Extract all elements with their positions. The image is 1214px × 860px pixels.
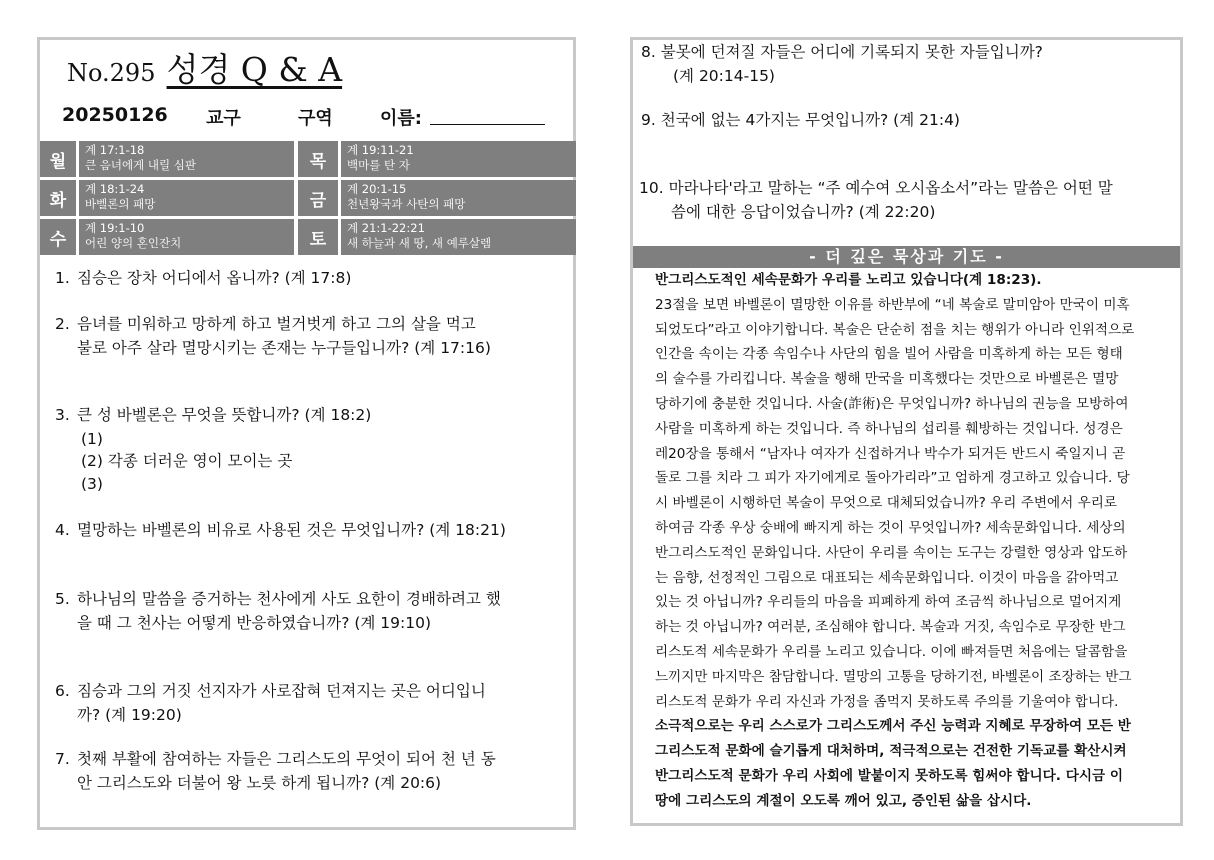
question-number: 7.: [55, 750, 70, 768]
reading-ref: 계 19:1-10: [85, 221, 145, 235]
question-text: 안 그리스도와 더불어 왕 노릇 하게 됩니까? (계 20:6): [77, 774, 442, 792]
question-number: 10.: [639, 179, 664, 197]
essay-line: 반그리스도적인 문화입니다. 사단이 우리를 속이는 도구는 강렬한 영상과 압도하: [655, 544, 1128, 561]
question-number: 4.: [55, 521, 70, 539]
essay-line: 리스도적 세속문화가 우리를 노리고 있습니다. 이에 빠져들면 처음에는 달콤함을: [655, 643, 1128, 660]
answer-option: (3): [81, 475, 103, 493]
date: 20250126: [62, 104, 168, 126]
issue-number: No.295: [67, 59, 156, 87]
worksheet-title: [67, 44, 342, 91]
reading-desc: 백마를 탄 자: [347, 158, 410, 172]
gyogu-label: 교구: [206, 108, 241, 129]
question-2: [55, 312, 567, 360]
right-worksheet-panel: [630, 37, 1183, 826]
reading-ref: 계 19:11-21: [347, 143, 414, 157]
question-8: [641, 40, 1043, 88]
question-text: (계 20:14-15): [673, 67, 775, 85]
reading-desc: 천년왕국과 사탄의 패망: [347, 197, 466, 211]
question-number: 9.: [641, 111, 656, 129]
question-text: 큰 성 바벨론은 무엇을 뜻합니까? (계 18:2): [77, 406, 372, 424]
question-text: 씀에 대한 응답이었습니까? (계 22:20): [671, 203, 936, 221]
reading-desc: 어린 양의 혼인잔치: [85, 236, 182, 250]
answer-option: (2) 각종 더러운 영이 모이는 곳: [81, 452, 293, 470]
meta-row: [40, 104, 573, 130]
name-label: 이름:: [380, 108, 422, 129]
essay-heading: 반그리스도적인 세속문화가 우리를 노리고 있습니다(계 18:23).: [655, 272, 1042, 288]
question-4: [55, 518, 567, 542]
day-cell: 수: [40, 219, 76, 255]
question-text: 첫째 부활에 참여하는 자들은 그리스도의 무엇이 되어 천 년 동: [77, 750, 496, 768]
reading-ref: 계 17:1-18: [85, 143, 145, 157]
question-text: 짐승과 그의 거짓 선지자가 사로잡혀 던져지는 곳은 어디입니: [77, 682, 486, 700]
essay-closing-line: 그리스도적 문화에 슬기롭게 대처하며, 적극적으로는 건전한 기독교를 확산시켜: [655, 743, 1127, 760]
reading-cell: [79, 141, 294, 177]
reading-ref: 계 21:1-22:21: [347, 221, 425, 235]
question-text: 천국에 없는 4가지는 무엇입니까? (계 21:4): [660, 111, 960, 129]
question-6: [55, 679, 567, 727]
reading-cell: [79, 180, 294, 216]
reading-desc: 새 하늘과 새 땅, 새 예루살렘: [347, 236, 492, 250]
schedule-row: [40, 180, 573, 216]
reading-ref: 계 20:1-15: [347, 182, 407, 196]
day-cell: 월: [40, 141, 76, 177]
page-title: 성경 Q & A: [166, 50, 343, 89]
question-text: 마라나타'라고 말하는 “주 예수여 오시옵소서”라는 말씀은 어떤 말: [668, 179, 1113, 197]
question-text: 불못에 던져질 자들은 어디에 기록되지 못한 자들입니까?: [660, 43, 1043, 61]
reading-desc: 큰 음녀에게 내릴 심판: [85, 158, 196, 172]
answer-option: (1): [81, 430, 103, 448]
question-text: 불로 아주 살라 멸망시키는 존재는 누구들입니까? (계 17:16): [77, 339, 491, 357]
day-cell: 목: [298, 141, 338, 177]
reading-cell: [341, 180, 576, 216]
essay-closing-line: 땅에 그리스도의 계절이 오도록 깨어 있고, 증인된 삶을 삽시다.: [655, 792, 1032, 809]
question-text: 하나님의 말씀을 증거하는 천사에게 사도 요한이 경배하려고 했: [77, 590, 501, 608]
question-number: 6.: [55, 682, 70, 700]
essay-line: 돌로 그를 치라 그 피가 자기에게로 돌아가리라”고 엄하게 경고하고 있습니다. 당: [655, 470, 1130, 487]
question-3: [55, 403, 567, 427]
question-number: 3.: [55, 406, 70, 424]
essay-line: 인간을 속이는 각종 속임수나 사단의 힘을 빌어 사람을 미혹하게 하는 모든 형태: [655, 346, 1123, 363]
essay-line: 되었도다”라고 이야기합니다. 복술은 단순히 점을 치는 행위가 아니라 인위적으로: [655, 321, 1135, 338]
question-number: 1.: [55, 269, 70, 287]
reading-ref: 계 18:1-24: [85, 182, 145, 196]
question-text: 음녀를 미워하고 망하게 하고 벌거벗게 하고 그의 살을 먹고: [77, 315, 476, 333]
question-9: [641, 108, 960, 132]
question-number: 8.: [641, 43, 656, 61]
reading-cell: [341, 141, 576, 177]
question-text: 을 때 그 천사는 어떻게 반응하였습니까? (계 19:10): [77, 614, 432, 632]
question-5: [55, 587, 567, 635]
reading-cell: [79, 219, 294, 255]
question-number: 2.: [55, 315, 70, 333]
essay-line: 사람을 미혹하게 하는 것입니다. 즉 하나님의 섭리를 훼방하는 것입니다. 성경은: [655, 420, 1123, 437]
question-text: 까? (계 19:20): [77, 706, 182, 724]
meditation-title: - 더 깊은 묵상과 기도 -: [633, 246, 1180, 268]
essay-line: 시 바벨론이 시행하던 복술이 무엇으로 대체되었습니까? 우리 주변에서 우리로: [655, 495, 1117, 512]
question-10: [639, 176, 1113, 224]
essay-line: 느끼지만 마지막은 참담합니다. 멸망의 고통을 당하기전, 바벨론이 조장하는 반그: [655, 668, 1132, 685]
reading-cell: [341, 219, 576, 255]
question-text: 멸망하는 바벨론의 비유로 사용된 것은 무엇입니까? (계 18:21): [77, 521, 506, 539]
essay-line: 의 술수를 가리킵니다. 복술을 행해 만국을 미혹했다는 것만으로 바벨론은 멸망: [655, 371, 1119, 388]
day-cell: 토: [298, 219, 338, 255]
essay-closing-line: 소극적으로는 우리 스스로가 그리스도께서 주신 능력과 지혜로 무장하여 모든 반: [655, 718, 1131, 735]
day-cell: 금: [298, 180, 338, 216]
left-worksheet-panel: [37, 37, 576, 830]
essay-line: 하는 것 아닙니까? 여러분, 조심해야 합니다. 복술과 거짓, 속임수로 무장한 반그: [655, 619, 1126, 636]
guyeok-label: 구역: [298, 108, 333, 129]
essay-line: 는 음향, 선정적인 그림으로 대표되는 세속문화입니다. 이것이 마음을 갉아먹고: [655, 569, 1119, 586]
day-cell: 화: [40, 180, 76, 216]
meditation-essay: [655, 268, 1175, 814]
essay-line: 있는 것 아닙니까? 우리들의 마음을 피폐하게 하여 조금씩 하나님으로 멀어지게: [655, 594, 1122, 611]
question-text: 짐승은 장차 어디에서 옵니까? (계 17:8): [77, 269, 352, 287]
essay-line: 당하기에 충분한 것입니다. 사술(詐術)은 무엇입니까? 하나님의 권능을 모방하여: [655, 395, 1129, 412]
reading-desc: 바벨론의 패망: [85, 197, 156, 211]
name-blank-line[interactable]: [430, 124, 545, 125]
question-7: [55, 747, 567, 795]
reading-schedule: [40, 141, 573, 255]
essay-line: 레20장을 통해서 “남자나 여자가 신접하거나 박수가 되거든 반드시 죽일지니 곧: [655, 445, 1126, 462]
question-1: [55, 266, 567, 290]
schedule-row: [40, 219, 573, 255]
essay-closing-line: 반그리스도적 문화가 우리 사회에 발붙이지 못하도록 힘써야 합니다. 다시금 이: [655, 767, 1123, 784]
schedule-row: [40, 141, 573, 177]
essay-line: 리스도적 문화가 우리 자신과 가정을 좀먹지 못하도록 주의를 기울여야 합니다.: [655, 693, 1119, 710]
essay-line: 23절을 보면 바벨론이 멸망한 이유를 하반부에 “네 복술로 말미암아 만국이 미혹: [655, 296, 1130, 313]
essay-line: 하여금 각종 우상 숭배에 빠지게 하는 것이 무엇입니까? 세속문화입니다. 세상의: [655, 519, 1126, 536]
question-number: 5.: [55, 590, 70, 608]
